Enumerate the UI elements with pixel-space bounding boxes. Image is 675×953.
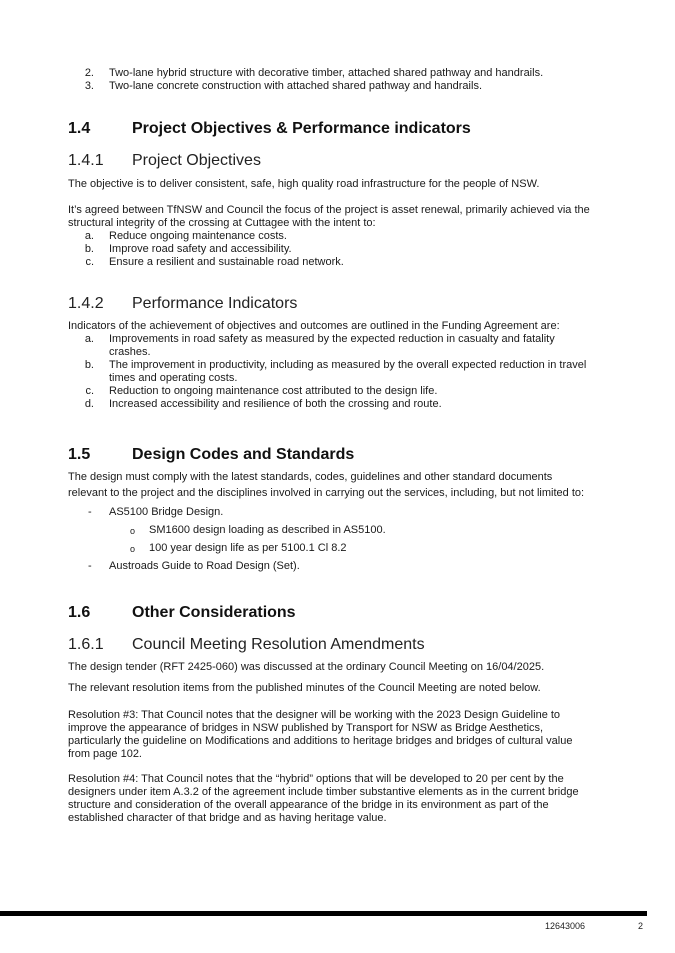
section-number: 1.4	[68, 120, 91, 137]
list-item	[68, 385, 628, 398]
list-marker: c.	[85, 385, 94, 397]
section-heading-1-4-1	[68, 151, 628, 171]
tender-paragraph: The design tender (RFT 2425-060) was discussed at the ordinary Council Meeting on 16/04/2025.	[68, 661, 545, 673]
resolution-intro-paragraph: The relevant resolution items from the published minutes of the Council Meeting are noted below.	[68, 682, 541, 694]
list-marker: c.	[85, 256, 94, 268]
circle-bullet-icon: o	[130, 526, 136, 536]
list-marker: a.	[84, 333, 94, 345]
list-marker: 2.	[84, 67, 94, 79]
section-number: 1.6.1	[68, 636, 104, 653]
list-text: Austroads Guide to Road Design (Set).	[109, 560, 300, 572]
list-item	[68, 560, 628, 578]
standards-list	[68, 506, 628, 578]
dash-bullet: -	[88, 506, 92, 518]
list-text: Reduction to ongoing maintenance cost attributed to the design life.	[109, 385, 438, 397]
list-item	[68, 243, 628, 256]
page-number: 2	[638, 921, 644, 931]
section-title: Other Considerations	[132, 604, 296, 621]
agreement-paragraph-line: It’s agreed between TfNSW and Council the focus of the project is asset renewal, primarily achieved via the	[68, 204, 590, 216]
list-text: Improve road safety and accessibility.	[109, 243, 292, 255]
paragraph-line: from page 102.	[68, 748, 142, 760]
list-item	[68, 542, 628, 560]
section-number: 1.4.1	[68, 152, 104, 169]
agreement-paragraph-line: structural integrity of the crossing at Cuttagee with the intent to:	[68, 217, 376, 229]
list-text: Two-lane hybrid structure with decorative timber, attached shared pathway and handrails.	[109, 67, 544, 79]
section-title: Council Meeting Resolution Amendments	[132, 636, 425, 653]
list-item	[68, 398, 628, 411]
paragraph-line: Resolution #4: That Council notes that the “hybrid” options that will be developed to 20 per cent by the	[68, 773, 564, 785]
section-title: Project Objectives	[132, 152, 261, 169]
list-text: SM1600 design loading as described in AS5100.	[149, 524, 386, 536]
section-heading-1-6	[68, 603, 628, 623]
list-marker: b.	[84, 243, 94, 255]
objective-paragraph: The objective is to deliver consistent, safe, high quality road infrastructure for the people of NSW.	[68, 178, 540, 190]
section-number: 1.6	[68, 604, 91, 621]
section-heading-1-4-2	[68, 294, 628, 314]
dash-bullet: -	[88, 560, 92, 572]
list-item	[68, 506, 628, 524]
paragraph-line: improve the appearance of bridges in NSW published by Transport for NSW as Bridge Aesthetics,	[68, 722, 544, 734]
indicators-list	[68, 333, 628, 411]
list-item	[68, 256, 628, 269]
list-text: Increased accessibility and resilience of both the crossing and route.	[109, 398, 442, 410]
section-title: Design Codes and Standards	[132, 446, 355, 463]
list-text: Improvements in road safety as measured by the expected reduction in casualty and fatality	[109, 333, 555, 345]
list-text: Two-lane concrete construction with attached shared pathway and handrails.	[109, 80, 482, 92]
list-marker: b.	[84, 359, 94, 371]
paragraph-line: Resolution #3: That Council notes that the designer will be working with the 2023 Design Guideline to	[68, 709, 561, 721]
list-text-continuation: times and operating costs.	[109, 372, 238, 384]
list-text: Reduce ongoing maintenance costs.	[109, 230, 287, 242]
objectives-list	[68, 230, 628, 269]
section-number: 1.5	[68, 446, 91, 463]
paragraph-line: structure and consideration of the overall appearance of the bridge in its environment as part of the	[68, 799, 549, 811]
list-text: AS5100 Bridge Design.	[109, 506, 224, 518]
circle-bullet-icon: o	[130, 544, 136, 554]
resolution-3-paragraph	[68, 709, 572, 761]
list-item	[68, 359, 628, 385]
paragraph-line: established character of that bridge and as having heritage value.	[68, 812, 387, 824]
list-item	[68, 80, 628, 93]
list-text: 100 year design life as per 5100.1 Cl 8.2	[149, 542, 347, 554]
list-marker: a.	[84, 230, 94, 242]
footer-rule	[0, 911, 647, 916]
list-text: Ensure a resilient and sustainable road network.	[109, 256, 344, 268]
indicators-intro: Indicators of the achievement of objectives and outcomes are outlined in the Funding Agreement are:	[68, 320, 560, 332]
standards-paragraph-line: relevant to the project and the disciplines involved in carrying out the services, including, but not limited to:	[68, 487, 585, 499]
standards-paragraph-line: The design must comply with the latest standards, codes, guidelines and other standard documents	[68, 471, 553, 483]
list-text-continuation: crashes.	[109, 346, 151, 358]
list-item	[68, 230, 628, 243]
list-item	[68, 333, 628, 359]
paragraph-line: particularly the guideline on Modifications and additions to heritage bridges and bridges of cultural value	[68, 735, 573, 747]
section-heading-1-5	[68, 445, 628, 465]
list-marker: 3.	[84, 80, 94, 92]
section-number: 1.4.2	[68, 295, 104, 312]
document-number: 12643006	[545, 921, 586, 931]
list-text: The improvement in productivity, including as measured by the overall expected reduction in travel	[109, 359, 587, 371]
list-marker: d.	[84, 398, 94, 410]
options-list	[68, 67, 628, 93]
section-heading-1-4	[68, 119, 628, 139]
list-item	[68, 524, 628, 542]
resolution-4-paragraph	[68, 773, 579, 825]
section-title: Performance Indicators	[132, 295, 298, 312]
section-heading-1-6-1	[68, 635, 628, 655]
section-title: Project Objectives & Performance indicators	[132, 120, 471, 137]
list-item	[68, 67, 628, 80]
paragraph-line: designers under item A.3.2 of the agreement include timber substantive elements as in the current bridge	[68, 786, 579, 798]
